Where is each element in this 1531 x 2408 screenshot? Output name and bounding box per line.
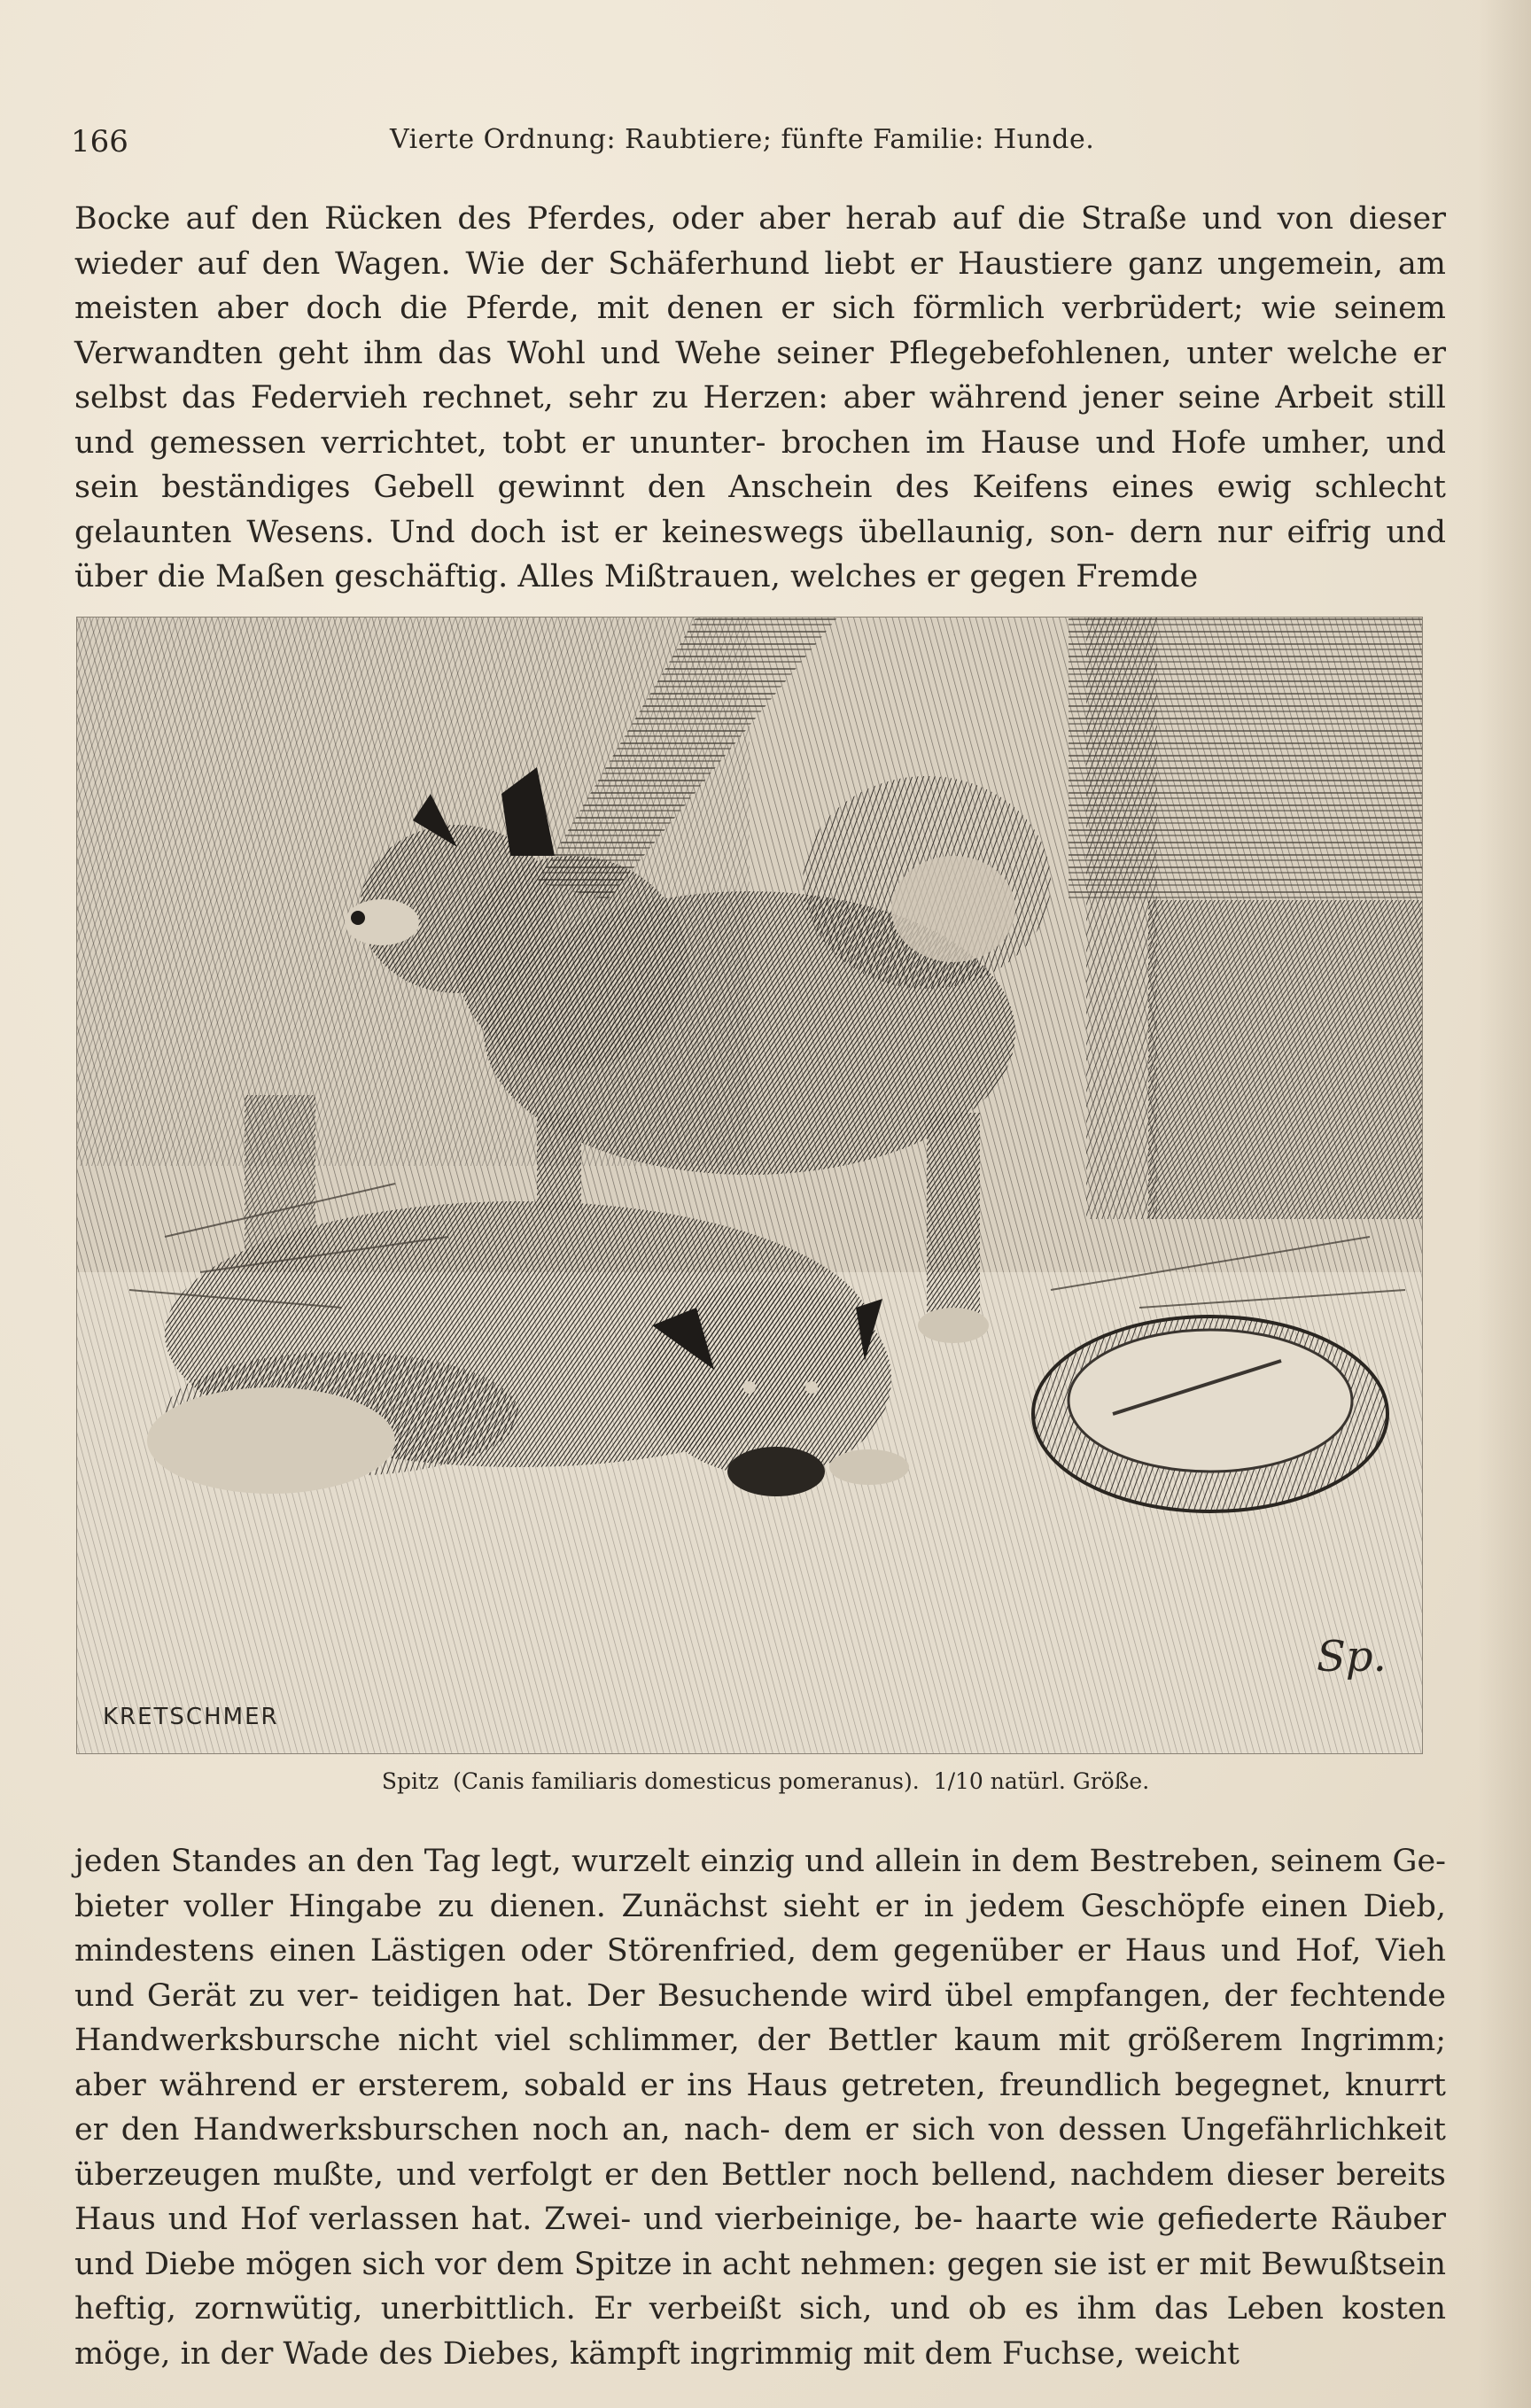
page-edge-shadow — [1478, 0, 1531, 2408]
body-text-bottom — [74, 1839, 1446, 2376]
page-number: 166 — [71, 124, 128, 159]
caption-latin-name: (Canis familiaris domesticus pomeranus). — [453, 1768, 920, 1794]
food-bowl — [1033, 1317, 1387, 1511]
running-head: Vierte Ordnung: Raubtiere; fünfte Familie: Hunde. — [390, 124, 1095, 155]
engraver-signature: KRETSCHMER — [103, 1704, 279, 1730]
page-header — [71, 124, 1435, 168]
engraving-illustration — [76, 617, 1423, 1754]
caption-common-name: Spitz — [381, 1768, 439, 1794]
paragraph-bottom: jeden Standes an den Tag legt, wurzelt einzig und allein in dem Bestreben, seinem Ge- bieter voller Hingabe zu dienen. Zunächst sieht er in jedem Geschöpfe einen Dieb, mindestens einen Lästigen oder Störenfried, dem gegenüber er Haus und Hof, Vieh und Gerät zu ver- teidigen hat. Der Besuchende wird übel empfangen, der fechtende Handwerksbursche nicht viel schlimmer, der Bettler kaum mit größerem Ingrimm; aber während er ersterem, sobald er ins Haus getreten, freundlich begegnet, knurrt er den Handwerksburschen noch an, nach- dem er sich von dessen Ungefährlichkeit überzeugen mußte, und verfolgt er den Bettler noch bellend, nachdem dieser bereits Haus und Hof verlassen hat. Zwei- und vierbeinige, be- haarte wie gefiederte Räuber und Diebe mögen sich vor dem Spitze in acht nehmen: gegen sie ist er mit Bewußtsein heftig, zornwütig, unerbittlich. Er verbeißt sich, und ob es ihm das Leben kosten möge, in der Wade des Diebes, kämpft ingrimmig mit dem Fuchse, weicht — [74, 1844, 1446, 2372]
body-text-top — [74, 197, 1446, 600]
paragraph-top: Bocke auf den Rücken des Pferdes, oder aber herab auf die Straße und von dieser wieder auf den Wagen. Wie der Schäferhund liebt er Haustiere ganz ungemein, am meisten aber doch die Pferde, mit denen er sich förmlich verbrüdert; wie seinem Verwandten geht ihm das Wohl und Wehe seiner Pflegebefohlenen, unter welche er selbst das Federvieh rechnet, sehr zu Herzen: aber während jener seine Arbeit still und gemessen verrichtet, tobt er ununter- brochen im Hause und Hofe umher, und sein beständiges Gebell gewinnt den Anschein des Keifens eines ewig schlecht gelaunten Wesens. Und doch ist er keineswegs übellaunig, son- dern nur eifrig und über die Maßen geschäftig. Alles Mißtrauen, welches er gegen Fremde — [74, 201, 1446, 594]
figure-caption — [0, 1768, 1531, 1794]
spitz-engraving — [76, 617, 1423, 1754]
caption-scale: 1/10 natürl. Größe. — [933, 1768, 1150, 1794]
artist-monogram: Sp. — [1317, 1632, 1387, 1682]
